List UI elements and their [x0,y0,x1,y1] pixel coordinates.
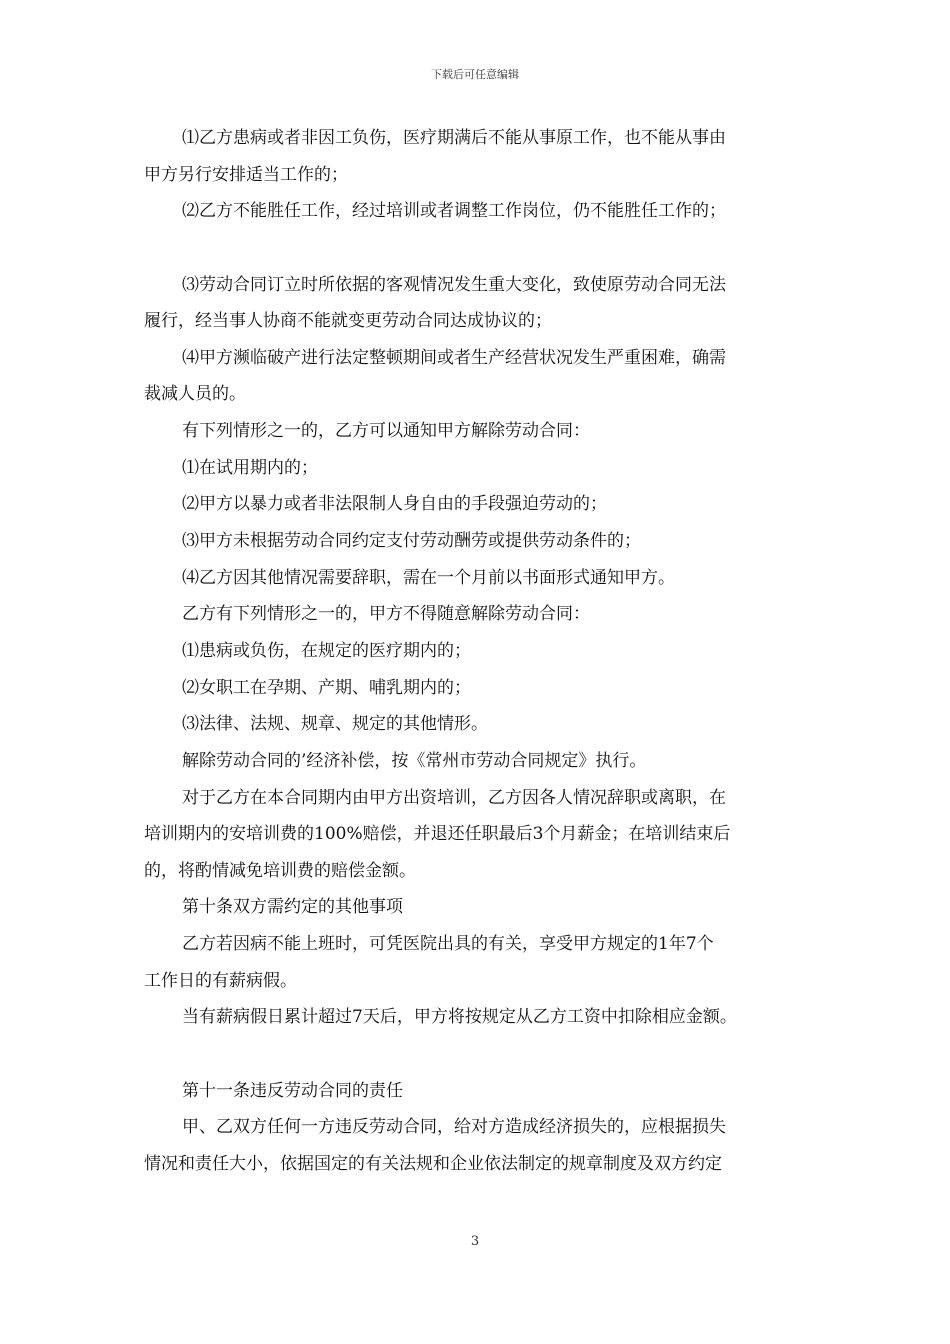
text-line: 裁减人员的。 [144,384,246,405]
text-line: 乙方若因病不能上班时，可凭医院出具的有关，享受甲方规定的1年7个 [182,934,714,955]
text-line: 当有薪病假日累计超过7天后，甲方将按规定从乙方工资中扣除相应金额。 [182,1007,737,1028]
paragraph [144,560,809,597]
paragraph [144,1109,809,1182]
text-line: ⑵乙方不能胜任工作，经过培训或者调整工作岗位，仍不能胜任工作的； [182,201,726,222]
text-line: ⑷乙方因其他情况需要辞职，需在一个月前以书面形式通知甲方。 [182,567,675,588]
paragraph [144,633,809,670]
text-line: 情况和责任大小，依据国定的有关法规和企业依法制定的规章制度及双方约定 [144,1153,722,1174]
paragraph [144,670,809,707]
text-line: 第十一条违反劳动合同的责任 [182,1080,403,1101]
text-line: 的，将酌情减免培训费的赔偿金额。 [144,860,416,881]
page-number: 3 [470,1234,480,1249]
paragraph [144,193,809,230]
text-line: 履行，经当事人协商不能就变更劳动合同达成协议的； [144,311,552,332]
text-line: 有下列情形之一的，乙方可以通知甲方解除劳动合同： [182,421,590,442]
text-line: ⑷甲方濒临破产进行法定整顿期间或者生产经营状况发生严重困难，确需 [182,347,726,368]
text-line: 第十条双方需约定的其他事项 [182,897,403,918]
paragraph [144,1073,809,1110]
text-line: ⑶甲方未根据劳动合同约定支付劳动酬劳或提供劳动条件的； [182,531,641,552]
text-line: ⑴患病或负伤，在规定的医疗期内的； [182,640,471,661]
text-line: 培训期内的安培训费的100%赔偿，并退还任职最后3个月薪金；在培训结束后 [144,824,731,845]
paragraph [144,780,809,890]
text-line: 工作日的有薪病假。 [144,970,297,991]
paragraph [144,596,809,633]
paragraph [144,743,809,780]
paragraph [144,523,809,560]
text-line: ⑶劳动合同订立时所依据的客观情况发生重大变化，致使原劳动合同无法 [182,274,726,295]
text-line: 解除劳动合同的’经济补偿，按《常州市劳动合同规定》执行。 [182,750,647,771]
paragraph [144,486,809,523]
blank-line [144,230,809,267]
text-line: ⑵女职工在孕期、产期、哺乳期内的； [182,677,471,698]
text-line: ⑴在试用期内的； [182,457,318,478]
text-line: 乙方有下列情形之一的，甲方不得随意解除劳动合同： [182,604,590,625]
blank-line [144,1036,809,1073]
text-line: 甲、乙双方任何一方违反劳动合同，给对方造成经济损失的，应根据损失 [182,1117,726,1138]
paragraph [144,706,809,743]
paragraph [144,340,809,413]
document-body [144,120,809,1183]
paragraph [144,413,809,450]
paragraph [144,267,809,340]
paragraph [144,999,809,1036]
text-line: ⑴乙方患病或者非因工负伤，医疗期满后不能从事原工作，也不能从事由 [182,128,726,148]
paragraph [144,450,809,487]
page-header: 下载后可任意编辑 [431,68,519,81]
text-line: 甲方另行安排适当工作的； [144,164,348,185]
paragraph [144,120,809,193]
text-line: 对于乙方在本合同期内由甲方出资培训，乙方因各人情况辞职或离职，在 [182,787,726,808]
text-line: ⑶法律、法规、规章、规定的其他情形。 [182,714,488,735]
paragraph [144,889,809,926]
paragraph [144,926,809,999]
text-line: ⑵甲方以暴力或者非法限制人身自由的手段强迫劳动的； [182,494,607,515]
